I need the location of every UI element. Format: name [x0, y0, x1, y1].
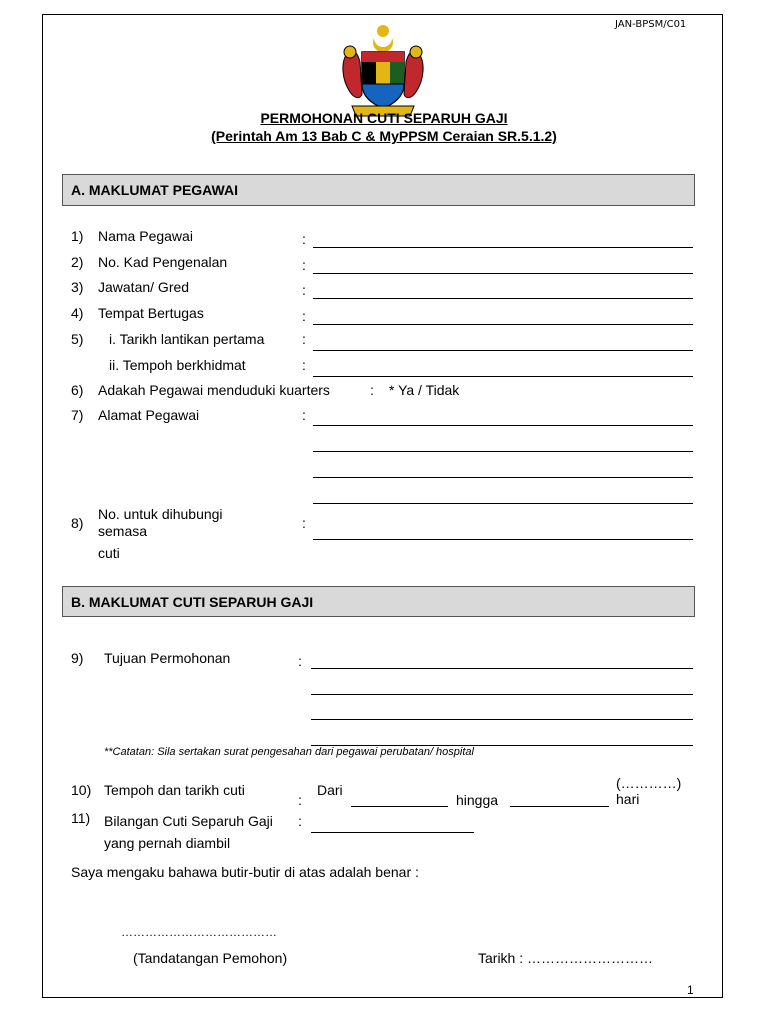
page-number: 1: [687, 983, 694, 997]
colon: :: [302, 515, 306, 531]
label-jawatan-gred: Jawatan/ Gred: [98, 279, 190, 295]
label-dari: Dari: [317, 782, 343, 798]
label-alamat-pegawai: Alamat Pegawai: [98, 407, 200, 423]
alamat-field-line[interactable]: [313, 477, 693, 478]
label-bilangan-cuti: Bilangan Cuti Separuh Gaji: [104, 813, 273, 829]
tujuan-field-line[interactable]: [311, 668, 693, 669]
colon: :: [298, 653, 302, 669]
coat-of-arms-logo: [334, 22, 432, 120]
item-number: 7): [71, 407, 84, 423]
hari-count-field[interactable]: (…………): [616, 775, 682, 791]
label-semasa: semasa: [98, 523, 148, 539]
tarikh-lantikan-field[interactable]: [313, 350, 693, 351]
label-tempat-bertugas: Tempat Bertugas: [98, 305, 204, 321]
item-number: 6): [71, 382, 84, 398]
label-tempoh-berkhidmat: ii. Tempoh berkhidmat: [109, 357, 246, 373]
declaration-text: Saya mengaku bahawa butir-butir di atas adalah benar :: [71, 864, 419, 880]
form-title: PERMOHONAN CUTI SEPARUH GAJI: [260, 110, 508, 126]
label-hari: hari: [616, 791, 640, 807]
section-b-header: B. MAKLUMAT CUTI SEPARUH GAJI: [62, 586, 695, 617]
label-tarikh-lantikan: i. Tarikh lantikan pertama: [109, 331, 265, 347]
no-dihubungi-field[interactable]: [313, 539, 693, 540]
item-number: 11): [71, 810, 91, 826]
colon: :: [302, 257, 306, 273]
kad-pengenalan-field[interactable]: [313, 273, 693, 274]
label-tempoh-tarikh-cuti: Tempoh dan tarikh cuti: [104, 782, 245, 798]
colon: :: [302, 282, 306, 298]
alamat-field-line[interactable]: [313, 425, 693, 426]
tujuan-field-line[interactable]: [311, 694, 693, 695]
item-number: 4): [71, 305, 84, 321]
colon: :: [302, 357, 306, 373]
alamat-field-line[interactable]: [313, 451, 693, 452]
dari-date-field[interactable]: [351, 806, 448, 807]
item-number: 1): [71, 228, 84, 244]
colon: :: [302, 308, 306, 324]
catatan-note: **Catatan: Sila sertakan surat pengesahan dari pegawai perubatan/ hospital: [104, 746, 474, 758]
date-field[interactable]: Tarikh : ………………………: [478, 950, 654, 966]
label-kuarters: Adakah Pegawai menduduki kuarters: [98, 382, 330, 398]
item-number: 8): [71, 515, 84, 531]
bilangan-cuti-field[interactable]: [311, 832, 474, 833]
kuarters-option[interactable]: * Ya / Tidak: [389, 382, 460, 398]
document-reference: JAN-BPSM/C01: [615, 19, 687, 30]
signature-line[interactable]: …………………………………: [121, 925, 277, 939]
label-pernah-diambil: yang pernah diambil: [104, 835, 231, 851]
colon: :: [298, 813, 302, 829]
signature-label: (Tandatangan Pemohon): [133, 950, 288, 966]
colon: :: [302, 331, 306, 347]
tempoh-berkhidmat-field[interactable]: [313, 376, 693, 377]
section-a-header: A. MAKLUMAT PEGAWAI: [62, 174, 695, 206]
label-tujuan-permohonan: Tujuan Permohonan: [104, 650, 231, 666]
hingga-date-field[interactable]: [510, 806, 609, 807]
form-subtitle: (Perintah Am 13 Bab C & MyPPSM Ceraian SR.5.1.2): [211, 128, 557, 144]
item-number: 5): [71, 331, 84, 347]
nama-pegawai-field[interactable]: [313, 247, 693, 248]
colon: :: [302, 407, 306, 423]
item-number: 9): [71, 650, 84, 666]
label-kad-pengenalan: No. Kad Pengenalan: [98, 254, 228, 270]
colon: :: [370, 382, 374, 398]
label-cuti: cuti: [98, 545, 120, 561]
item-number: 3): [71, 279, 84, 295]
tempat-bertugas-field[interactable]: [313, 324, 693, 325]
item-number: 10): [71, 782, 92, 798]
label-nama-pegawai: Nama Pegawai: [98, 228, 193, 244]
colon: :: [302, 231, 306, 247]
jawatan-gred-field[interactable]: [313, 298, 693, 299]
tujuan-field-line[interactable]: [311, 719, 693, 720]
alamat-field-line[interactable]: [313, 503, 693, 504]
colon: :: [298, 792, 302, 808]
item-number: 2): [71, 254, 84, 270]
label-hingga: hingga: [456, 792, 499, 808]
label-no-dihubungi: No. untuk dihubungi: [98, 506, 223, 522]
